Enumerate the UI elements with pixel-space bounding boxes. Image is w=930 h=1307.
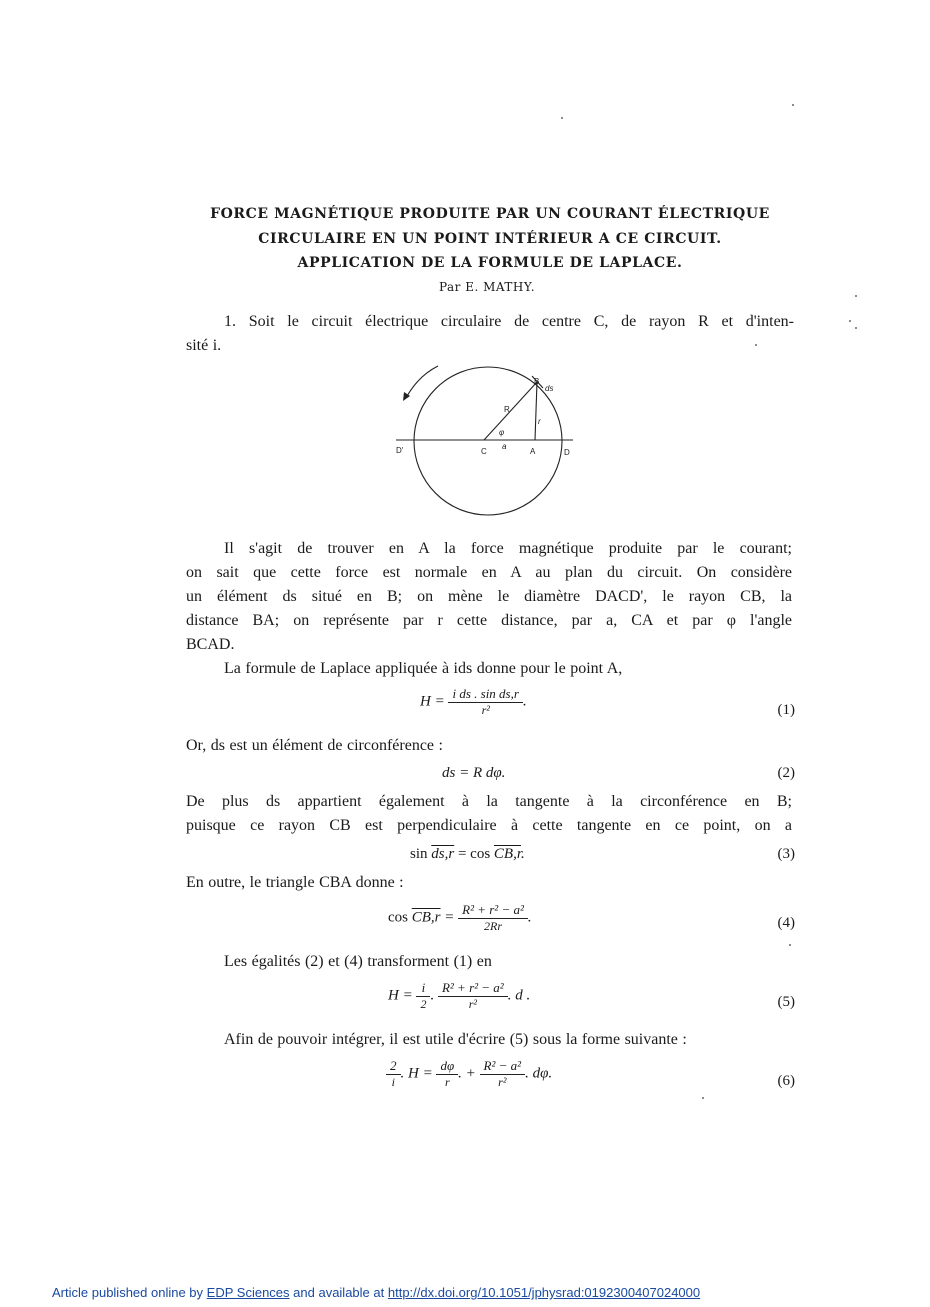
scan-speck <box>702 1097 704 1099</box>
paragraph-7: Les égalités (2) et (4) transforment (1) en <box>224 953 492 970</box>
scan-speck <box>792 104 794 106</box>
paragraph-5-line-1: De plus ds appartient également à la tangente à la circonférence en B; <box>186 793 792 810</box>
equation-4-number: (4) <box>777 915 795 931</box>
equation-5: H = $\frac{i}{2}$ . $\frac{\text{R² + r² − a²}}{\text{r²}}$ . d . <box>388 980 531 1011</box>
eq6-fraction-c: $\frac{\text{R² − a²}}{\text{r²}}$ <box>480 1058 526 1090</box>
label-r-radius: R <box>504 405 510 414</box>
circuit-figure <box>390 358 590 528</box>
label-phi: φ <box>499 428 505 437</box>
paragraph-2-line-1: Il s'agit de trouver en A la force magnétique produite par le courant; <box>224 540 792 557</box>
label-a: a <box>502 442 507 451</box>
article-title-line-3: APPLICATION DE LA FORMULE DE LAPLACE. <box>297 255 683 271</box>
eq4-numerator: R² + r² − a² <box>458 902 528 919</box>
publisher-link[interactable]: EDP Sciences <box>206 1285 290 1300</box>
scan-speck <box>789 944 791 946</box>
eq1-fraction <box>448 686 522 718</box>
label-b: B <box>534 377 540 386</box>
label-a-point: A <box>530 447 536 456</box>
eq4-denominator: 2Rr <box>484 919 503 933</box>
circuit-circle <box>414 367 562 515</box>
eq1-denominator: r² <box>481 703 490 717</box>
article-title-line-2: CIRCULAIRE EN UN POINT INTÉRIEUR A CE CIRCUIT. <box>258 231 722 247</box>
eq5-fraction-b: $\frac{\text{R² + r² − a²}}{\text{r²}}$ <box>438 980 508 1012</box>
eq1-lhs: H = <box>420 693 445 710</box>
paragraph-1-line-2: sité i. <box>186 337 222 354</box>
scan-speck <box>755 344 757 346</box>
equation-6-number: (6) <box>777 1073 795 1089</box>
article-title-line-1: FORCE MAGNÉTIQUE PRODUITE PAR UN COURANT ÉLECTRIQUE <box>210 206 770 222</box>
paragraph-5-line-2: puisque ce rayon CB est perpendiculaire à cette tangente en ce point, on a <box>186 817 792 834</box>
label-ds: ds <box>545 384 554 393</box>
eq1-numerator: i ds . sin ds,r <box>448 686 522 703</box>
scan-speck <box>855 327 857 329</box>
paragraph-2-line-3: un élément ds situé en B; on mène le diamètre DACD', le rayon CB, la <box>186 588 792 605</box>
equation-1-number: (1) <box>777 702 795 718</box>
paragraph-1-line-1: 1. Soit le circuit électrique circulaire de centre C, de rayon R et d'inten- <box>224 313 794 330</box>
equation-3-number: (3) <box>777 846 795 862</box>
distance-ba <box>535 382 537 440</box>
scan-speck <box>561 117 563 119</box>
paragraph-2-line-4: distance BA; on représente par r cette distance, par a, CA et par φ l'angle <box>186 612 792 629</box>
label-d: D <box>564 448 570 457</box>
eq4-fraction <box>458 902 528 934</box>
label-c: C <box>481 447 487 456</box>
paragraph-3: La formule de Laplace appliquée à ids donne pour le point A, <box>224 660 623 677</box>
equation-2: ds = R dφ. <box>442 765 506 781</box>
eq5-fraction-a: $\frac{i}{2}$ <box>416 980 430 1012</box>
byline: Par E. MATHY. <box>438 280 536 294</box>
equation-1: H = $\frac{\text{i ds . sin ds,r}}{\text{r²}}$ . <box>420 686 527 717</box>
paragraph-6: En outre, le triangle CBA donne : <box>186 874 404 891</box>
publication-footer <box>52 1285 700 1300</box>
label-d-prime: D' <box>396 446 404 455</box>
footer-middle: and available at <box>293 1285 385 1300</box>
paragraph-2-line-5: BCAD. <box>186 636 235 653</box>
paragraph-4: Or, ds est un élément de circonférence : <box>186 737 443 754</box>
scan-speck <box>849 320 851 322</box>
equation-4: cos CB,r = $\frac{\text{R² + r² − a²}}{2Rr}$ . <box>388 902 532 933</box>
radius-cb <box>484 382 537 440</box>
current-arrow-arc <box>406 366 438 398</box>
eq3-arc-2: CB,r <box>493 846 522 862</box>
equation-3: sin ds,r = cos CB,r. <box>410 846 525 862</box>
equation-6: $\frac{2}{i}$ . H = $\frac{d\varphi}{r}$ . + $\frac{\text{R² − a²}}{\text{r²}}$ . dφ. <box>386 1058 552 1090</box>
footer-prefix: Article published online by <box>52 1285 204 1300</box>
eq6-fraction-b: $\frac{d\varphi}{r}$ <box>436 1058 458 1090</box>
paragraph-8: Afin de pouvoir intégrer, il est utile d'écrire (5) sous la forme suivante : <box>224 1031 687 1048</box>
equation-5-number: (5) <box>777 994 795 1010</box>
label-r-distance: r <box>538 417 541 426</box>
scan-speck <box>855 295 857 297</box>
eq6-fraction-a: $\frac{2}{i}$ <box>386 1058 401 1090</box>
eq3-arc-1: ds,r <box>431 846 455 862</box>
equation-2-number: (2) <box>777 765 795 781</box>
doi-link[interactable]: http://dx.doi.org/10.1051/jphysrad:0192300407024000 <box>387 1285 701 1300</box>
eq4-arc: CB,r <box>411 909 441 926</box>
paragraph-2-line-2: on sait que cette force est normale en A au plan du circuit. On considère <box>186 564 792 581</box>
